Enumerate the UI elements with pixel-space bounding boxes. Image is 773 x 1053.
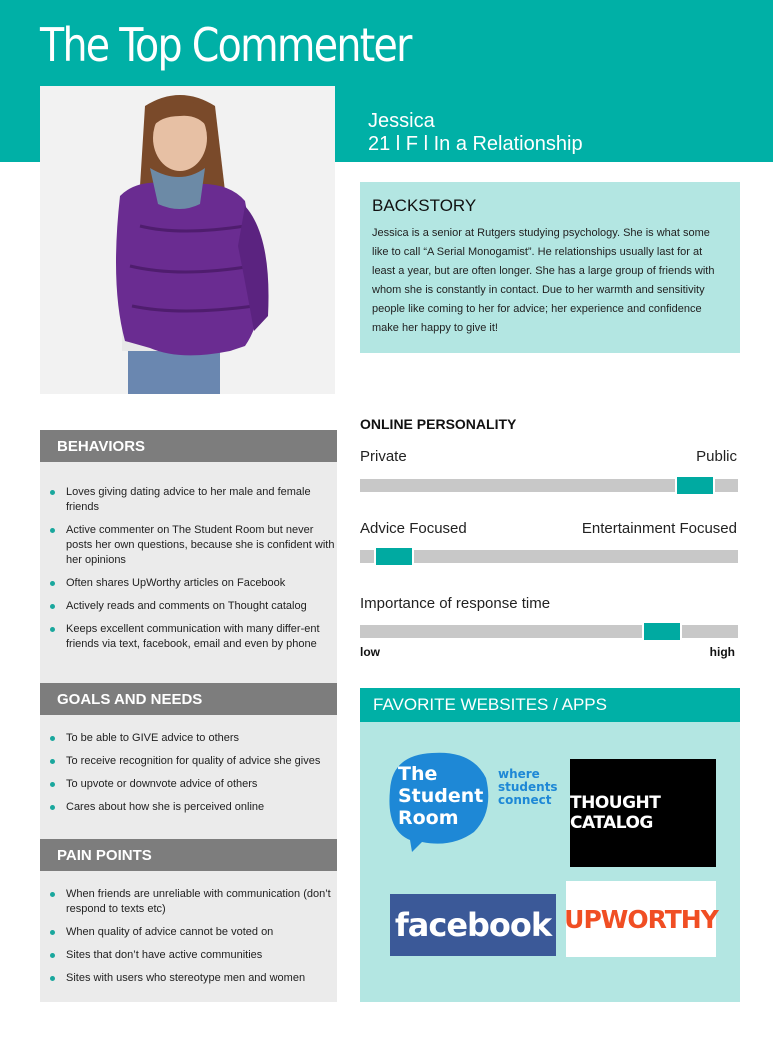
list-item: To upvote or downvote advice of others <box>40 777 337 792</box>
persona-illustration <box>40 86 335 394</box>
bullet-icon <box>50 930 55 935</box>
bullet-icon <box>50 736 55 741</box>
behaviors-list <box>40 462 337 683</box>
bullet-icon <box>50 528 55 533</box>
response-time-slider-thumb <box>642 623 682 640</box>
slider-right-label: Entertainment Focused <box>581 520 737 537</box>
bullet-icon <box>50 953 55 958</box>
svg-text:Student: Student <box>398 785 484 807</box>
student-room-logo <box>382 750 567 854</box>
goals-title: GOALS AND NEEDS <box>40 683 337 715</box>
backstory-text: Jessica is a senior at Rutgers studying psychology. She is what some like to call “A Serial Monogamist”. He relationships usually last for at least a year, but are often longer. She has a large group of friends with whom she is constantly in contact. Due to her warmth and sensitivity people like coming to her for advice; her experience and confidence make her happy to give it! <box>372 227 715 334</box>
online-personality-title: ONLINE PERSONALITY <box>360 416 517 432</box>
list-item: Keeps excellent communication with many differ-ent friends via text, facebook, email and even by phone <box>40 622 337 652</box>
list-item: Cares about how she is perceived online <box>40 800 337 815</box>
bullet-icon <box>50 604 55 609</box>
list-item: Often shares UpWorthy articles on Facebook <box>40 576 337 591</box>
svg-text:connect: connect <box>498 793 552 807</box>
slider-right-label: Public <box>696 448 737 465</box>
bullet-icon <box>50 581 55 586</box>
list-item: To receive recognition for quality of advice she gives <box>40 754 337 769</box>
svg-text:Room: Room <box>398 807 459 829</box>
persona-meta: 21 l F l In a Relationship <box>368 133 583 155</box>
list-item: To be able to GIVE advice to others <box>40 731 337 746</box>
behaviors-title: BEHAVIORS <box>40 430 337 462</box>
response-time-slider-track <box>360 625 738 638</box>
favorites-panel <box>360 722 740 1002</box>
scale-low-label: low <box>360 645 380 659</box>
privacy-slider-track <box>360 479 738 492</box>
list-item: Sites that don’t have active communities <box>40 948 337 963</box>
svg-text:students: students <box>498 780 558 794</box>
list-item: Loves giving dating advice to her male and female friends <box>40 485 337 515</box>
bullet-icon <box>50 759 55 764</box>
slider-left-label: Advice Focused <box>360 520 467 537</box>
backstory-title: BACKSTORY <box>372 196 477 215</box>
list-item: Actively reads and comments on Thought catalog <box>40 599 337 614</box>
goals-list <box>40 715 337 839</box>
bullet-icon <box>50 805 55 810</box>
slider-left-label: Private <box>360 448 407 465</box>
list-item: When quality of advice cannot be voted on <box>40 925 337 940</box>
svg-text:where: where <box>498 767 540 781</box>
pain-points-list <box>40 871 337 1002</box>
persona-name: Jessica <box>368 110 435 132</box>
thought-catalog-logo: THOUGHT CATALOG <box>570 759 716 867</box>
facebook-logo: facebook <box>390 894 556 956</box>
favorites-title: FAVORITE WEBSITES / APPS <box>360 688 740 722</box>
focus-slider-thumb <box>374 548 414 565</box>
focus-slider-track <box>360 550 738 563</box>
svg-text:The: The <box>398 763 438 785</box>
persona-photo <box>40 86 335 394</box>
upworthy-logo: UPWORTHY <box>566 881 716 957</box>
bullet-icon <box>50 627 55 632</box>
bullet-icon <box>50 782 55 787</box>
scale-high-label: high <box>709 645 735 659</box>
bullet-icon <box>50 976 55 981</box>
student-room-logo-icon <box>382 750 567 854</box>
pain-points-title: PAIN POINTS <box>40 839 337 871</box>
page-title: The Top Commenter <box>40 18 411 72</box>
backstory-panel <box>360 182 740 353</box>
list-item: Sites with users who stereotype men and women <box>40 971 337 986</box>
slider-left-label: Importance of response time <box>360 595 551 612</box>
bullet-icon <box>50 892 55 897</box>
bullet-icon <box>50 490 55 495</box>
list-item: Active commenter on The Student Room but never posts her own questions, because she is confident with her opinions <box>40 523 337 568</box>
list-item: When friends are unreliable with communication (don’t respond to texts etc) <box>40 887 337 917</box>
privacy-slider-thumb <box>675 477 715 494</box>
